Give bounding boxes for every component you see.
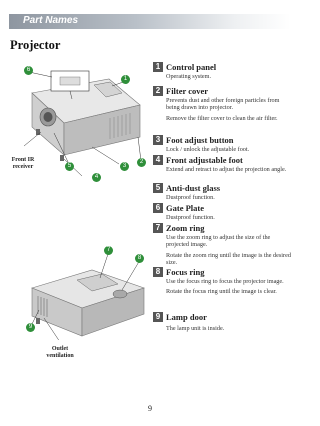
item-title: Front adjustable foot — [166, 155, 243, 165]
label-line: ventilation — [46, 353, 74, 359]
item-number: 1 — [153, 62, 163, 72]
callout-8: 8 — [135, 254, 144, 263]
callout-1: 1 — [121, 75, 130, 84]
item-title: Foot adjust button — [166, 135, 234, 145]
banner-title: Part Names — [23, 15, 79, 26]
item-number: 4 — [153, 155, 163, 165]
item-desc: Remove the filter cover to clean the air filter. — [166, 114, 278, 122]
item-desc: Use the zoom ring to adjust the size of the projected image. — [166, 234, 271, 249]
item-title: Control panel — [166, 62, 217, 72]
item-desc: Prevents dust and other foreign particles from being drawn into projector. — [166, 97, 280, 112]
part-item-8 — [153, 267, 293, 312]
item-title: Filter cover — [166, 86, 209, 96]
item-title: Gate Plate — [166, 203, 204, 213]
item-number: 5 — [153, 183, 163, 193]
callout-7: 7 — [104, 246, 113, 255]
front-ir-receiver-label — [6, 157, 40, 171]
page-heading: Projector — [10, 38, 61, 52]
item-number: 6 — [153, 203, 163, 213]
item-number: 2 — [153, 86, 163, 96]
callout-5: 5 — [65, 162, 74, 171]
callout-9: 9 — [26, 323, 35, 332]
label-line: Outlet — [51, 346, 69, 352]
item-title: Lamp door — [166, 312, 207, 322]
part-item-1 — [153, 62, 293, 86]
item-desc: Rotate the zoom ring until the image is the desired size. — [166, 251, 291, 267]
part-item-6 — [153, 203, 293, 223]
label-line: Front IR — [11, 157, 35, 163]
item-number: 8 — [153, 267, 163, 277]
callout-6: 6 — [24, 66, 33, 75]
part-item-5 — [153, 183, 293, 203]
part-item-7 — [153, 223, 293, 267]
item-title: Zoom ring — [166, 223, 205, 233]
projector-rear-illustration — [22, 248, 152, 340]
item-desc: Dustproof function. — [166, 194, 215, 201]
part-item-4 — [153, 155, 293, 183]
item-number: 7 — [153, 223, 163, 233]
part-item-2 — [153, 86, 293, 135]
item-title: Focus ring — [166, 267, 205, 277]
item-desc: Rotate the focus ring until the image is clear. — [166, 288, 277, 296]
part-item-3 — [153, 135, 293, 155]
callout-4: 4 — [92, 173, 101, 182]
callout-2: 2 — [137, 158, 146, 167]
part-list — [153, 62, 293, 332]
outlet-ventilation-label — [38, 346, 82, 360]
item-desc: Lock / unlock the adjustable foot. — [166, 146, 250, 153]
item-desc: Dustproof function. — [166, 214, 215, 221]
callout-3: 3 — [120, 162, 129, 171]
item-desc: Operating system. — [166, 73, 212, 80]
part-item-9 — [153, 312, 293, 332]
item-title: Anti-dust glass — [166, 183, 221, 193]
item-desc: The lamp unit is inside. — [166, 325, 225, 332]
page-number: 9 — [148, 404, 152, 413]
section-banner — [9, 14, 291, 29]
item-number: 9 — [153, 312, 163, 322]
item-desc: Extend and retract to adjust the projection angle. — [166, 166, 287, 173]
item-number: 3 — [153, 135, 163, 145]
label-line: receiver — [12, 164, 34, 170]
item-desc: Use the focus ring to focus the projector image. — [166, 278, 284, 285]
